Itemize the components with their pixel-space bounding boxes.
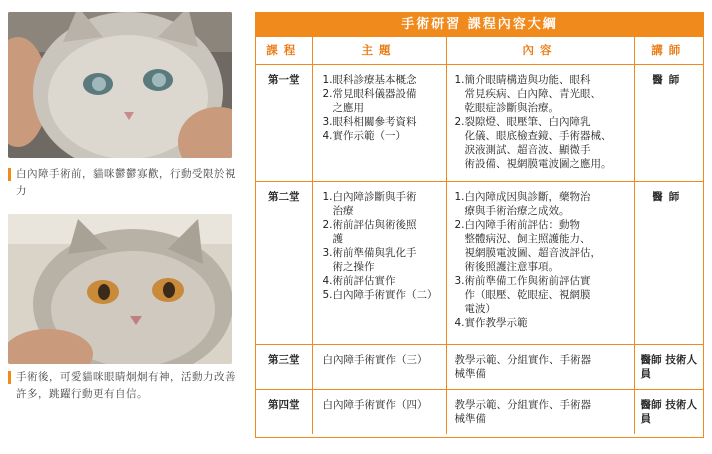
lesson-cell: 第一堂 <box>268 73 300 86</box>
cat-before-surgery-photo <box>8 12 232 158</box>
content-line: 常見疾病、白內障、青光眼、 <box>464 87 601 100</box>
content-line: 教學示範、分組實作、手術器 <box>454 353 591 366</box>
table-row <box>256 344 703 389</box>
lesson-cell: 第二堂 <box>256 181 312 344</box>
content-cell <box>446 344 634 389</box>
cat-after-surgery-photo <box>8 214 232 364</box>
teacher-cell: 醫師 技術人員 <box>634 344 703 389</box>
topic-line: 治療 <box>332 204 354 217</box>
caption-accent-bar <box>8 168 11 181</box>
content-line: 電波） <box>464 302 496 315</box>
topic-line: 2.常見眼科儀器設備 <box>322 87 417 100</box>
topic-line: 1.眼科診療基本概念 <box>322 73 417 86</box>
table-header-row <box>256 37 703 64</box>
content-line: 視網膜電波圖、超音波評估， <box>464 246 601 259</box>
topic-line: 3.眼科相關參考資料 <box>322 115 417 128</box>
teacher-cell: 醫師 <box>634 64 703 181</box>
topic-cell <box>312 64 446 181</box>
topic-line: 1.白內障診斷與手術 <box>322 190 417 203</box>
header-content: 內容 <box>446 37 634 64</box>
teacher-cell: 醫師 技術人員 <box>634 389 703 434</box>
content-line: 1.白內障成因與診斷，藥物治 <box>454 190 591 203</box>
content-line: 化儀、眼底檢查鏡、手術器械、 <box>464 129 612 142</box>
topic-line: 術之操作 <box>332 260 375 273</box>
course-outline-table <box>255 12 704 438</box>
before-caption-text: 白內障手術前，貓咪鬱鬱寡歡，行動受限於視力 <box>16 168 236 197</box>
topic-line: 2.術前評估與術後照 <box>322 218 417 231</box>
content-line: 4.實作教學示範 <box>454 316 528 329</box>
content-line: 2.白內障手術前評估：動物 <box>454 218 581 231</box>
content-line: 療與手術治療之成效。 <box>464 204 570 217</box>
content-line: 械準備 <box>454 412 486 425</box>
content-line: 整體病況、飼主照護能力、 <box>464 232 591 245</box>
topic-line: 白內障手術實作（三） <box>322 353 428 366</box>
table-title: 手術研習 課程內容大綱 <box>256 13 703 37</box>
content-line: 3.術前準備工作與術前評估實 <box>454 274 591 287</box>
topic-line: 4.實作示範（一） <box>322 129 407 142</box>
topic-cell <box>312 344 446 389</box>
topic-cell <box>312 389 446 434</box>
content-line: 作（眼壓、乾眼症、視網膜 <box>464 288 591 301</box>
table-row <box>256 64 703 181</box>
content-line: 教學示範、分組實作、手術器 <box>454 398 591 411</box>
header-topic: 主題 <box>312 37 446 64</box>
caption-accent-bar <box>8 371 11 384</box>
topic-cell <box>312 181 446 344</box>
header-lesson: 課程 <box>256 37 312 64</box>
before-surgery-caption <box>8 166 240 200</box>
outline-table-grid <box>256 37 703 434</box>
table-row <box>256 181 703 344</box>
content-cell <box>446 181 634 344</box>
topic-line: 護 <box>332 232 343 245</box>
header-teacher: 講師 <box>634 37 703 64</box>
topic-line: 4.術前評估實作 <box>322 274 396 287</box>
topic-line: 白內障手術實作（四） <box>322 398 428 411</box>
lesson-cell: 第三堂 <box>256 344 312 389</box>
content-line: 1.簡介眼睛構造與功能、眼科 <box>454 73 591 86</box>
lesson-cell: 第四堂 <box>256 389 312 434</box>
content-cell <box>446 64 634 181</box>
content-line: 械準備 <box>454 367 486 380</box>
table-row <box>256 389 703 434</box>
after-caption-text: 手術後，可愛貓咪眼睛炯炯有神，活動力改善許多，跳躍行動更有自信。 <box>16 371 236 400</box>
content-line: 淚液測試、超音波、顯微手 <box>464 143 591 156</box>
content-line: 乾眼症診斷與治療。 <box>464 101 559 114</box>
topic-line: 之應用 <box>332 101 364 114</box>
content-line: 術設備、視網膜電波圖之應用。 <box>464 157 612 170</box>
content-line: 2.裂隙燈、眼壓筆、白內障乳 <box>454 115 591 128</box>
teacher-cell: 醫師 <box>634 181 703 344</box>
topic-line: 3.術前準備與乳化手 <box>322 246 417 259</box>
after-surgery-caption <box>8 369 240 403</box>
topic-line: 5.白內障手術實作（二） <box>322 288 438 301</box>
content-cell <box>446 389 634 434</box>
content-line: 術後照護注意事項。 <box>464 260 559 273</box>
